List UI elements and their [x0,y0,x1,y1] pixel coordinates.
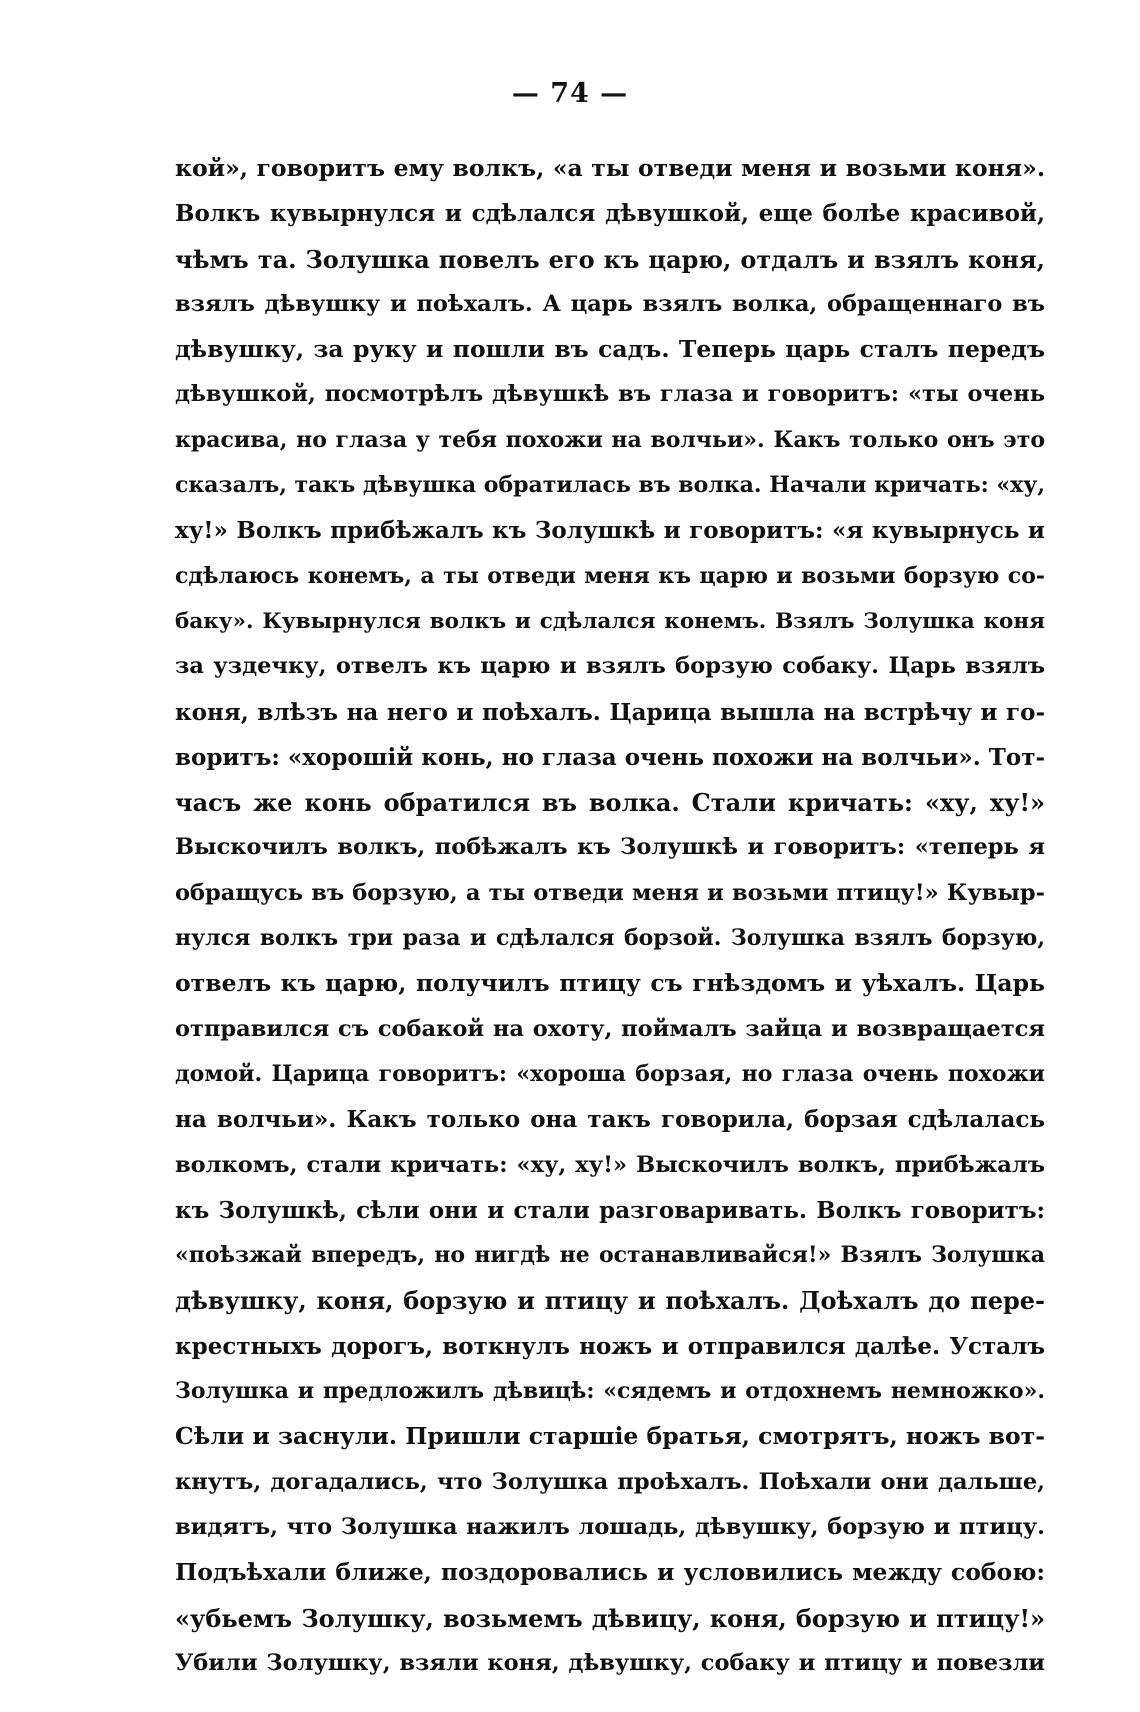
text-line: крестныхъ дорогъ, воткнулъ ножъ и отправился далѣе. Усталъ [175,1332,1045,1360]
text-line: дѣвушку, коня, борзую и птицу и поѣхалъ. Доѣхалъ до пере- [175,1286,1045,1316]
text-line: кой», говоритъ ему волкъ, «а ты отведи меня и возьми коня». [175,154,1045,182]
text-line: часъ же конь обратился въ волка. Стали кричать: «ху, ху!» [175,788,1045,818]
text-line: отвелъ къ царю, получилъ птицу съ гнѣздомъ и уѣхалъ. Царь [175,969,1045,998]
text-line: коня, влѣзъ на него и поѣхалъ. Царица вышла на встрѣчу и го- [175,698,1045,726]
text-line: обращусь въ борзую, а ты отведи меня и возьми птицу!» Кувыр- [175,879,1045,906]
text-line: Сѣли и заснули. Пришли старшіе братья, смотрятъ, ножъ вот- [175,1422,1045,1451]
text-line: чѣмъ та. Золушка повелъ его къ царю, отдалъ и взялъ коня, [175,244,1045,274]
text-line: сказалъ, такъ дѣвушка обратилась въ волка. Начали кричать: «ху, [175,472,1046,499]
text-line: нулся волкъ три раза и сдѣлался борзой. Золушка взялъ борзую, [175,925,1045,952]
text-line: за уздечку, отвелъ къ царю и взялъ борзую собаку. Царь взялъ [175,653,1045,680]
text-line: «убьемъ Золушку, возьмемъ дѣвицу, коня, борзую и птицу!» [175,1603,1045,1633]
text-line: воритъ: «хорошій конь, но глаза очень похожи на волчьи». Тот- [175,743,1045,771]
text-line: Убили Золушку, взяли коня, дѣвушку, собаку и птицу и повезли [175,1649,1045,1676]
text-line: волкомъ, стали кричать: «ху, ху!» Выскочилъ волкъ, прибѣжалъ [175,1151,1045,1178]
text-line: красива, но глаза у тебя похожи на волчьи». Какъ только онъ это [175,426,1045,453]
text-line: взялъ дѣвушку и поѣхалъ. А царь взялъ волка, обращеннаго въ [175,290,1045,317]
text-line: дѣвушкой, посмотрѣлъ дѣвушкѣ въ глаза и говоритъ: «ты очень [175,381,1045,408]
text-line: Золушка и предложилъ дѣвицѣ: «сядемъ и отдохнемъ немножко». [175,1378,1045,1405]
text-line: дѣвушку, за руку и пошли въ садъ. Теперь царь сталъ передъ [175,335,1045,364]
text-line: на волчьи». Какъ только она такъ говорила, борзая сдѣлалась [175,1106,1045,1134]
text-line: Подъѣхали ближе, поздоровались и условились между собою: [175,1558,1045,1587]
text-line: къ Золушкѣ, сѣли они и стали разговаривать. Волкъ говоритъ: [175,1196,1045,1224]
page-number: — 74 — [511,78,629,109]
text-line: Выскочилъ волкъ, побѣжалъ къ Золушкѣ и говоритъ: «теперь я [175,834,1045,861]
text-line: видятъ, что Золушка нажилъ лошадь, дѣвушку, борзую и птицу. [175,1513,1045,1540]
text-line: баку». Кувырнулся волкъ и сдѣлался конемъ. Взялъ Золушка коня [175,608,1045,634]
text-line: домой. Царица говоритъ: «хороша борзая, но глаза очень похожи [175,1060,1045,1087]
text-line: сдѣлаюсь конемъ, а ты отведи меня къ царю и возьми борзую со- [175,562,1045,589]
text-line: «поѣзжай впередъ, но нигдѣ не останавливайся!» Взялъ Золушка [175,1242,1045,1269]
text-line: кнутъ, догадались, что Золушка проѣхалъ. Поѣхали они дальше, [175,1468,1045,1495]
text-line: отправился съ собакой на охоту, поймалъ зайца и возвращается [175,1015,1045,1042]
text-line: ху!» Волкъ прибѣжалъ къ Золушкѣ и говоритъ: «я кувырнусь и [175,517,1045,545]
text-line: Волкъ кувырнулся и сдѣлался дѣвушкой, еще болѣе красивой, [175,200,1045,228]
body-text [175,146,1045,1686]
